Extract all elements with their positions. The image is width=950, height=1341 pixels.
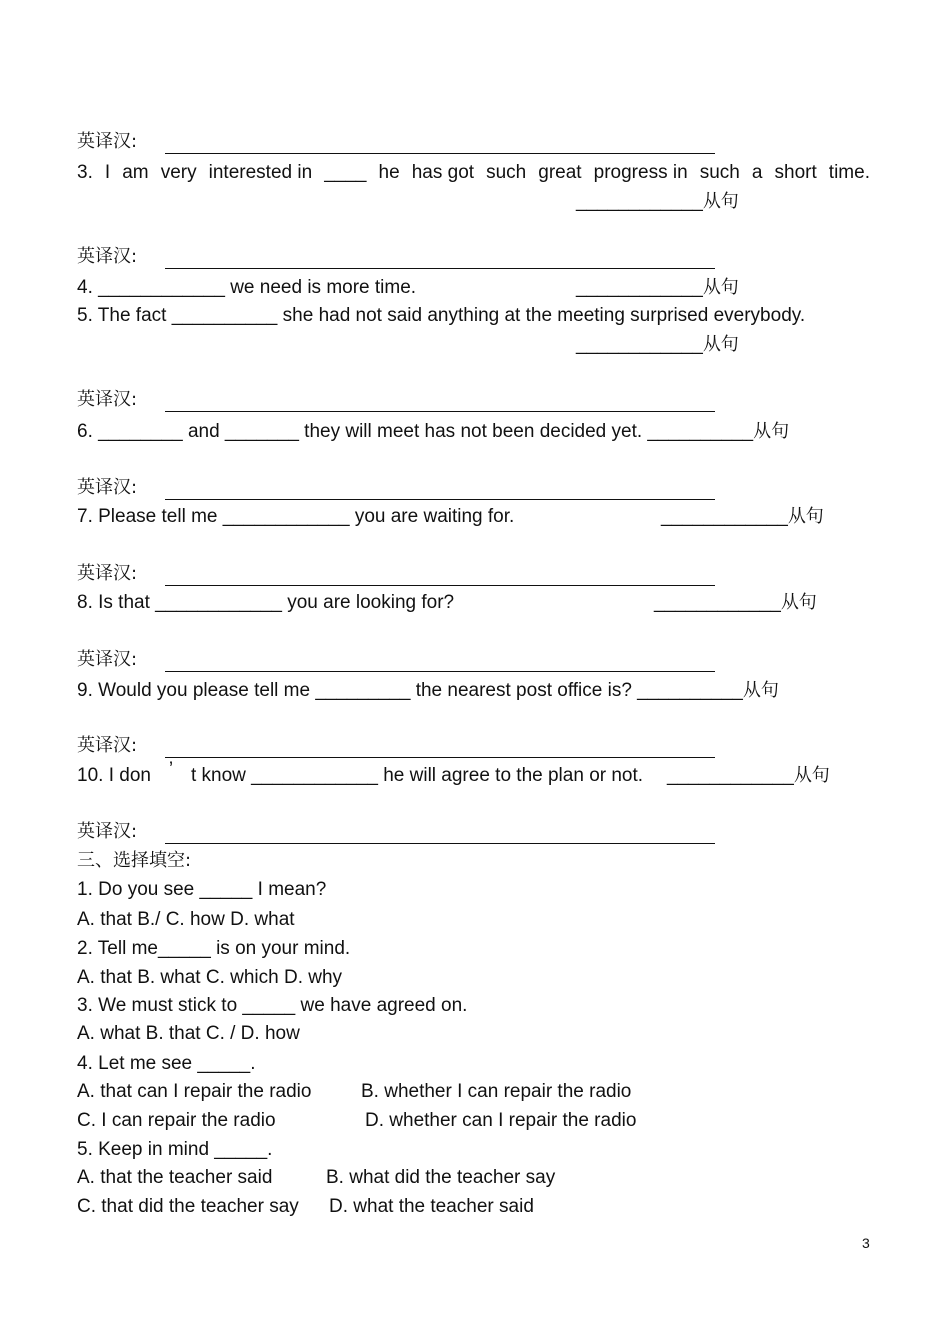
translation-label: 英译汉: (77, 246, 138, 267)
translation-label: 英译汉: (77, 821, 138, 842)
page-number: 3 (862, 1235, 870, 1251)
question-3-word: interested in (208, 162, 313, 183)
question-3-word: has got (411, 162, 475, 183)
question-3-word: I (104, 162, 111, 183)
translation-answer-line[interactable] (165, 757, 715, 758)
question-3-word: am (122, 162, 149, 183)
question-3-word: short (774, 162, 817, 183)
mc-option-d: D. what the teacher said (329, 1196, 534, 1217)
mc-line: 2. Tell me_____ is on your mind. (77, 938, 351, 959)
translation-answer-line[interactable] (165, 499, 715, 500)
mc-line: 3. We must stick to _____ we have agreed on. (77, 995, 468, 1016)
question-3-word: 3. (77, 162, 93, 183)
translation-answer-line[interactable] (165, 585, 715, 586)
mc-option-b: B. whether I can repair the radio (361, 1081, 632, 1102)
mc-option-b: B. what did the teacher say (326, 1167, 556, 1188)
question-3 (77, 160, 870, 186)
clause-suffix: 从句 (753, 421, 790, 442)
clause-answer-blank[interactable]: ____________从句 (667, 765, 830, 786)
mc-line: A. what B. that C. / D. how (77, 1023, 300, 1044)
translation-label: 英译汉: (77, 563, 138, 584)
translation-answer-line[interactable] (165, 843, 715, 844)
translation-answer-line[interactable] (165, 411, 715, 412)
mc-option-a: A. that the teacher said (77, 1167, 273, 1188)
question-3-word: great (538, 162, 582, 183)
question-4: 4. ____________ we need is more time. (77, 277, 417, 298)
question-5: 5. The fact __________ she had not said anything at the meeting surprised everybody. (77, 305, 806, 326)
clause-suffix: 从句 (742, 680, 779, 701)
mc-line: A. that B. what C. which D. why (77, 967, 343, 988)
question-3-word: progress in (593, 162, 688, 183)
question-3-word: ____ (324, 162, 367, 183)
clause-answer-blank[interactable]: ____________从句 (576, 191, 739, 212)
mc-option-c: C. I can repair the radio (77, 1110, 276, 1131)
mc-line: 4. Let me see _____. (77, 1053, 256, 1074)
translation-label: 英译汉: (77, 649, 138, 670)
translation-answer-line[interactable] (165, 671, 715, 672)
translation-label: 英译汉: (77, 735, 138, 756)
question-9: 9. Would you please tell me _________ the nearest post office is? __________从句 (77, 680, 779, 701)
question-8: 8. Is that ____________ you are looking for? (77, 592, 455, 613)
question-7: 7. Please tell me ____________ you are waiting for. (77, 506, 515, 527)
question-3-word: very (160, 162, 197, 183)
clause-answer-blank[interactable]: ____________从句 (654, 592, 817, 613)
question-10: 10. I don ’ t know ____________ he will agree to the plan or not. (77, 759, 644, 786)
mc-option-d: D. whether can I repair the radio (365, 1110, 637, 1131)
question-3-word: he (378, 162, 400, 183)
question-6: 6. ________ and _______ they will meet has not been decided yet. __________从句 (77, 421, 790, 442)
question-3-word: a (751, 162, 763, 183)
translation-label: 英译汉: (77, 131, 138, 152)
mc-option-a: A. that can I repair the radio (77, 1081, 312, 1102)
mc-line: 1. Do you see _____ I mean? (77, 879, 327, 900)
clause-answer-blank[interactable]: ____________从句 (576, 277, 739, 298)
mc-option-c: C. that did the teacher say (77, 1196, 299, 1217)
translation-label: 英译汉: (77, 477, 138, 498)
section-3-heading: 三、选择填空: (77, 850, 192, 871)
question-3-word: such (699, 162, 740, 183)
clause-answer-blank[interactable]: ____________从句 (661, 506, 824, 527)
clause-answer-blank[interactable]: ____________从句 (576, 334, 739, 355)
translation-answer-line[interactable] (165, 268, 715, 269)
question-3-word: such (486, 162, 527, 183)
translation-answer-line[interactable] (165, 153, 715, 154)
mc-line: A. that B./ C. how D. what (77, 909, 295, 930)
question-3-word: time. (828, 162, 870, 183)
mc-line: 5. Keep in mind _____. (77, 1139, 273, 1160)
translation-label: 英译汉: (77, 389, 138, 410)
